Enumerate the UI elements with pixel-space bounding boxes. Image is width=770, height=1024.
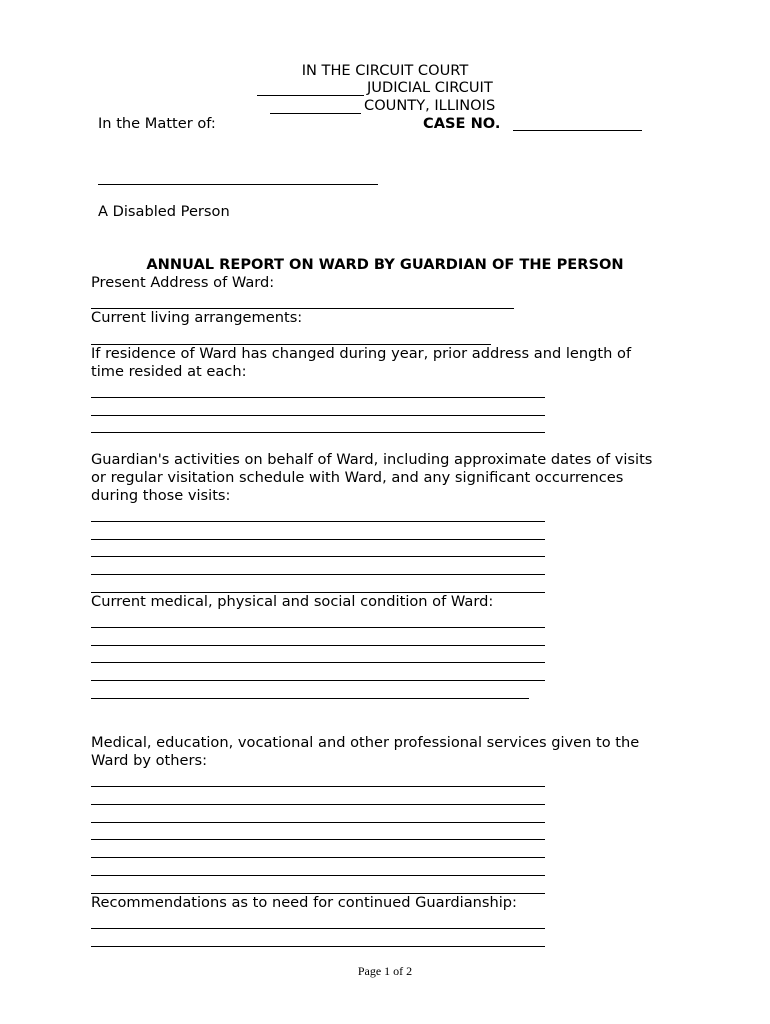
answer-line[interactable] <box>91 680 545 681</box>
activities-question-line1: Guardian's activities on behalf of Ward, including approximate dates of visits <box>91 451 653 468</box>
activities-question-line2: or regular visitation schedule with Ward, and any significant occurrences <box>91 469 624 486</box>
answer-line[interactable] <box>91 875 545 876</box>
answer-line[interactable] <box>91 928 545 929</box>
answer-line[interactable] <box>91 786 545 787</box>
answer-line[interactable] <box>91 698 529 699</box>
activities-question-line3: during those visits: <box>91 487 231 504</box>
answer-line[interactable] <box>91 521 545 522</box>
party-name-blank[interactable] <box>98 184 378 185</box>
answer-line[interactable] <box>91 627 545 628</box>
answer-line[interactable] <box>91 397 545 398</box>
recommendations-question: Recommendations as to need for continued Guardianship: <box>91 894 517 911</box>
answer-line[interactable] <box>91 432 545 433</box>
answer-line[interactable] <box>91 839 545 840</box>
services-question-line1: Medical, education, vocational and other professional services given to the <box>91 734 640 751</box>
answer-line[interactable] <box>91 645 545 646</box>
answer-line[interactable] <box>91 946 545 947</box>
case-number-blank[interactable] <box>513 130 642 131</box>
party-designation: A Disabled Person <box>98 203 230 220</box>
case-number-label: CASE NO. <box>423 115 501 132</box>
answer-line[interactable] <box>91 662 545 663</box>
condition-question: Current medical, physical and social condition of Ward: <box>91 593 494 610</box>
answer-line[interactable] <box>91 804 545 805</box>
county-blank[interactable] <box>270 113 361 114</box>
county-label: COUNTY, ILLINOIS <box>364 97 496 114</box>
matter-label: In the Matter of: <box>98 115 216 132</box>
residence-question-line2: time resided at each: <box>91 363 247 380</box>
judicial-circuit-label: JUDICIAL CIRCUIT <box>367 79 493 96</box>
services-question-line2: Ward by others: <box>91 752 208 769</box>
answer-line[interactable] <box>91 574 545 575</box>
answer-line[interactable] <box>91 556 545 557</box>
judicial-circuit-blank[interactable] <box>257 95 364 96</box>
form-title: ANNUAL REPORT ON WARD BY GUARDIAN OF THE PERSON <box>146 256 624 273</box>
residence-question-line1: If residence of Ward has changed during year, prior address and length of <box>91 345 632 362</box>
court-heading: IN THE CIRCUIT COURT <box>301 62 469 79</box>
address-question: Present Address of Ward: <box>91 274 275 291</box>
page-number: Page 1 of 2 <box>357 964 413 978</box>
answer-line[interactable] <box>91 822 545 823</box>
living-question: Current living arrangements: <box>91 309 303 326</box>
answer-line[interactable] <box>91 857 545 858</box>
answer-line[interactable] <box>91 415 545 416</box>
answer-line[interactable] <box>91 539 545 540</box>
